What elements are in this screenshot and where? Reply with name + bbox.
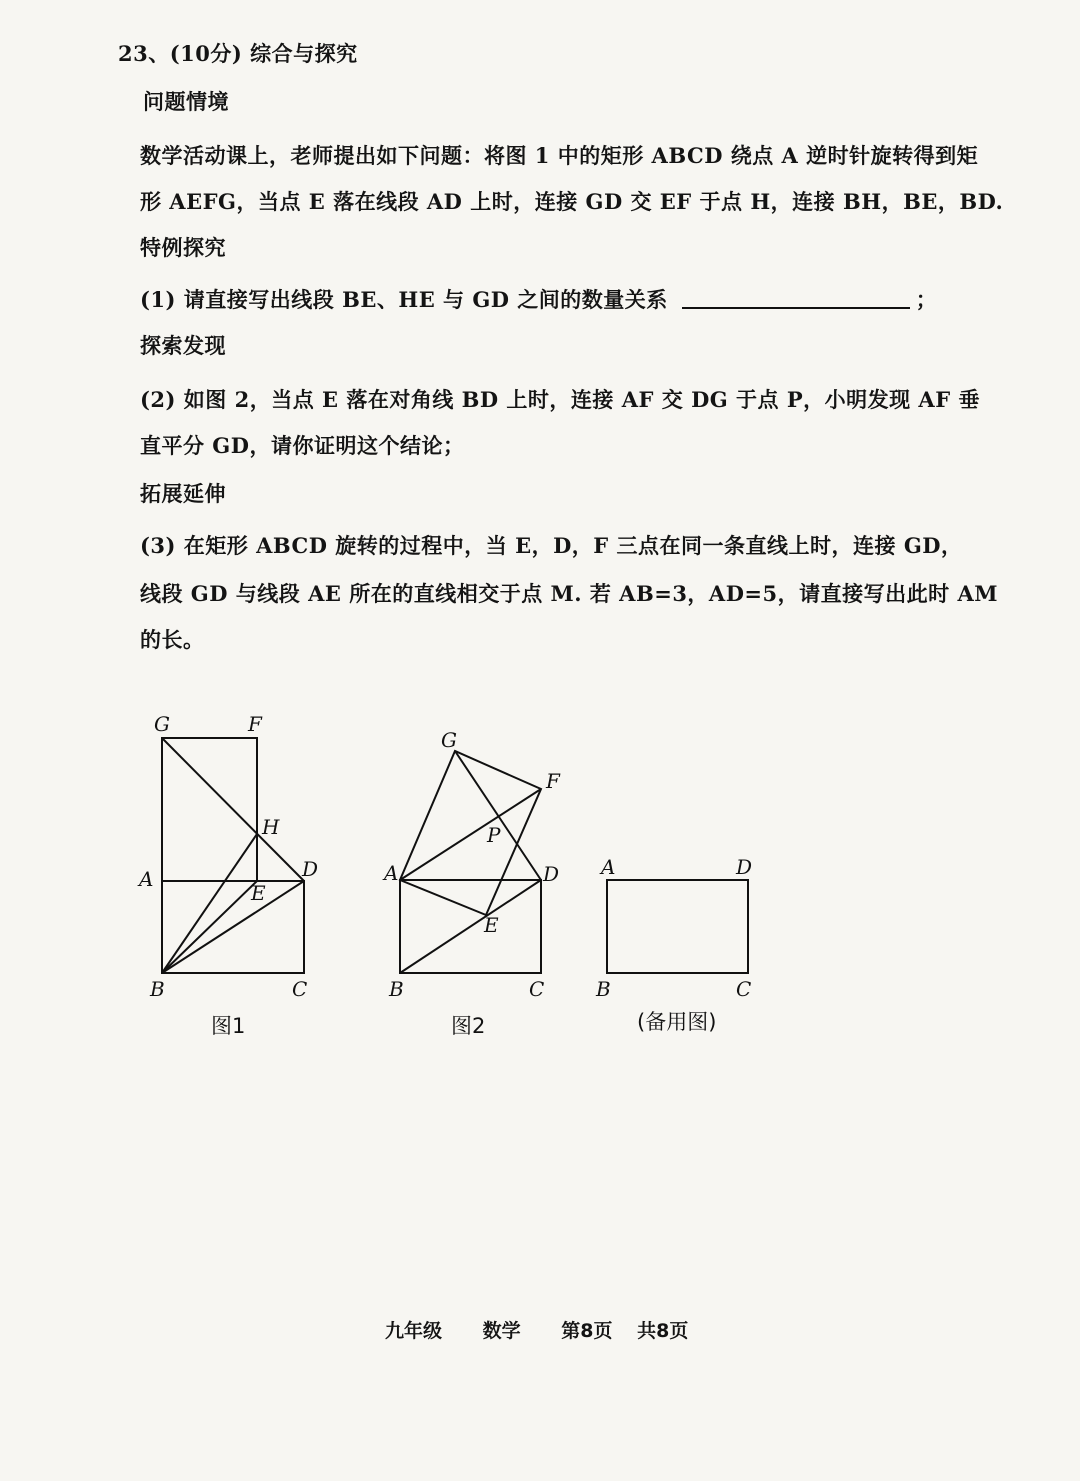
question-3-line-1: (3) 在矩形 ABCD 旋转的过程中，当 E，D，F 三点在同一条直线上时，连接 GD， (140, 533, 963, 558)
fig2-label-c: C (529, 977, 545, 1001)
fig1-rect-aefg (162, 738, 257, 881)
fig1-label-c: C (292, 977, 308, 1001)
fig1-label-f: F (248, 712, 262, 736)
footer-page: 第8页 (561, 1320, 613, 1342)
figure-1-labels (137, 712, 318, 1038)
fig3-label-b: B (596, 977, 611, 1001)
section-special-title: 特例探究 (140, 235, 226, 260)
fig2-caption: 图2 (451, 1014, 486, 1038)
fig1-label-b: B (150, 977, 165, 1001)
answer-blank[interactable] (682, 289, 910, 309)
fig1-label-a: A (139, 867, 154, 891)
figure-3-labels (595, 855, 752, 1034)
fig1-label-d: D (302, 857, 319, 881)
fig1-label-g: G (154, 712, 170, 736)
figure-2 (400, 751, 541, 973)
fig3-rect-abcd (607, 880, 748, 973)
fig2-line-bd (400, 880, 541, 973)
fig1-label-e: E (251, 881, 266, 905)
section-extend-title: 拓展延伸 (140, 481, 226, 506)
question-2-line-2: 直平分 GD，请你证明这个结论； (140, 433, 465, 458)
fig1-line-gd (162, 738, 304, 881)
figure-3 (607, 880, 748, 973)
fig1-caption: 图1 (211, 1014, 246, 1038)
fig2-label-g: G (441, 728, 457, 752)
fig1-line-bd (162, 881, 304, 973)
context-line-1: 数学活动课上，老师提出如下问题：将图 1 中的矩形 ABCD 绕点 A 逆时针旋转得到矩 (140, 143, 979, 168)
fig3-label-d: D (736, 855, 753, 879)
question-1-text: (1) 请直接写出线段 BE、HE 与 GD 之间的数量关系 (140, 287, 668, 312)
figures-area (120, 700, 800, 1060)
fig2-label-f: F (546, 769, 560, 793)
question-2-line-1: (2) 如图 2，当点 E 落在对角线 BD 上时，连接 AF 交 DG 于点 P，小明发现 AF 垂 (140, 387, 980, 412)
fig3-label-a: A (601, 855, 616, 879)
fig1-label-h: H (262, 815, 280, 839)
fig1-line-bh (162, 834, 257, 973)
question-1 (140, 284, 937, 314)
question-1-end: ； (915, 287, 938, 312)
section-explore-title: 探索发现 (140, 333, 226, 358)
context-line-2: 形 AEFG，当点 E 落在线段 AD 上时，连接 GD 交 EF 于点 H，连接 BH，BE，BD. (140, 189, 1004, 214)
footer-total: 共8页 (637, 1320, 689, 1342)
fig2-label-p: P (487, 823, 501, 847)
page-footer (385, 1316, 722, 1343)
fig2-line-af (400, 789, 541, 880)
footer-subject: 数学 (482, 1320, 521, 1342)
fig2-label-d: D (543, 862, 560, 886)
fig2-label-e: E (484, 913, 499, 937)
fig1-line-be (162, 881, 257, 973)
question-3-line-3: 的长。 (140, 627, 205, 652)
fig2-label-b: B (389, 977, 404, 1001)
fig3-caption: (备用图) (637, 1010, 717, 1034)
fig2-label-a: A (384, 861, 399, 885)
figures-svg (120, 700, 800, 1060)
footer-grade: 九年级 (385, 1320, 443, 1342)
question-3-line-2: 线段 GD 与线段 AE 所在的直线相交于点 M. 若 AB=3，AD=5，请直接写出此时 AM (140, 581, 998, 606)
problem-header: 23、(10分) 综合与探究 (118, 41, 358, 66)
section-context-title: 问题情境 (143, 89, 229, 114)
figure-1 (162, 738, 304, 973)
fig3-label-c: C (736, 977, 752, 1001)
